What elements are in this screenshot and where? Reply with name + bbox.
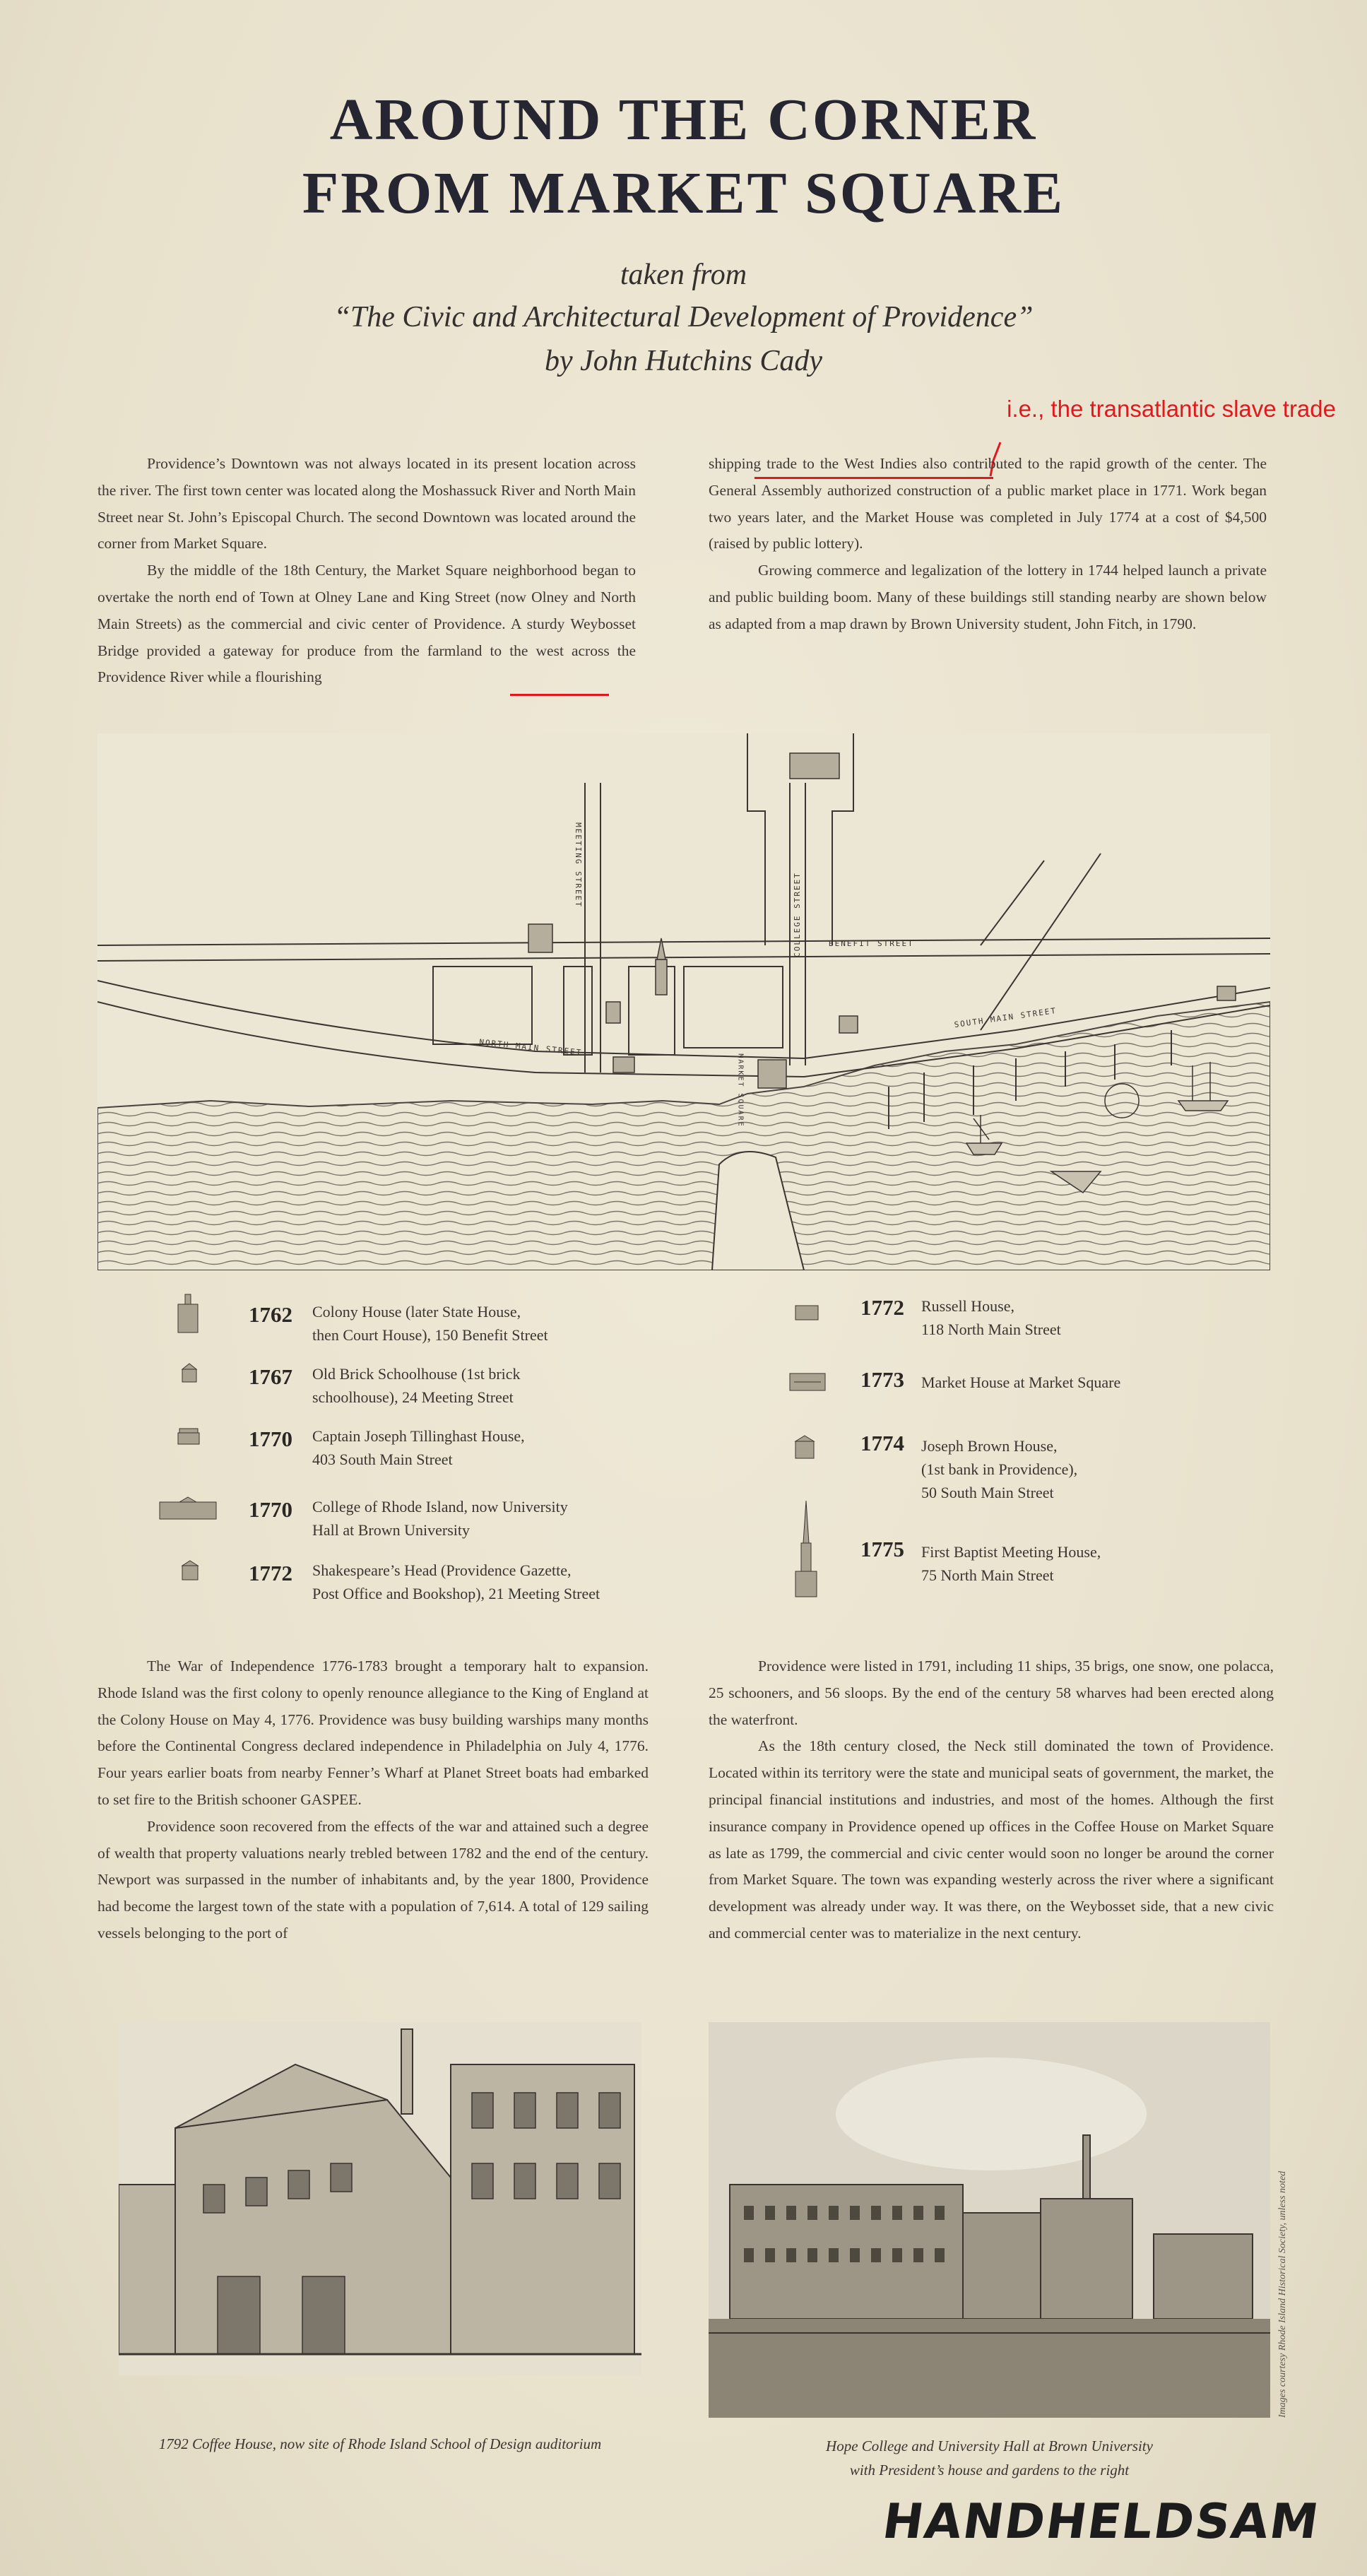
caption-coffee-house: 1792 Coffee House, now site of Rhode Island School of Design auditorium	[158, 2435, 602, 2452]
key-year: 1772	[860, 1295, 904, 1320]
map-label-north-main: NORTH MAIN STREET	[478, 1037, 583, 1058]
key-item	[162, 1559, 657, 1615]
map-drawing	[97, 733, 1270, 1270]
caption-university-hall	[709, 2434, 1270, 2482]
graffiti-signature: HANDHELDSAM	[879, 2494, 1323, 2550]
key-right	[784, 1295, 1279, 1611]
title-line-2: FROM MARKET SQUARE	[302, 160, 1065, 226]
subtitle-source: “The Civic and Architectural Development of Providence”	[333, 301, 1034, 333]
shakespeares-head-icon	[181, 1560, 199, 1581]
key-year: 1774	[860, 1431, 904, 1455]
intro-left-column	[97, 451, 636, 691]
key-year: 1775	[860, 1537, 904, 1561]
history-right-column	[709, 1653, 1274, 1947]
map-label-meeting: MEETING STREET	[573, 822, 583, 908]
key-item	[784, 1295, 1279, 1357]
history-right-paragraph-1: Providence were listed in 1791, including 11 ships, 35 brigs, one snow, one polacca, 25 schooners, and 56 sloops. By the end of the century 58 wharves had been erected along the waterfront.	[709, 1658, 1274, 1728]
key-desc-line: Market House at Market Square	[921, 1373, 1121, 1391]
key-desc-line: Hall at Brown University	[312, 1521, 471, 1539]
key-desc-line: (1st bank in Providence),	[921, 1460, 1078, 1478]
key-desc-line: Colony House (later State House,	[312, 1303, 521, 1321]
key-item	[784, 1431, 1279, 1512]
key-desc-line: then Court House), 150 Benefit Street	[312, 1326, 548, 1344]
subtitle-taken-from: taken from	[620, 259, 747, 291]
market-house-icon	[788, 1371, 827, 1392]
key-desc-line: Old Brick Schoolhouse (1st brick	[312, 1365, 521, 1383]
history-left-column	[97, 1653, 649, 1947]
key-desc-line: 403 South Main Street	[312, 1451, 453, 1468]
key-year: 1770	[249, 1426, 292, 1451]
colony-house-icon	[175, 1292, 201, 1334]
key-desc-line: Post Office and Bookshop), 21 Meeting Street	[312, 1585, 600, 1602]
key-item	[784, 1512, 1279, 1618]
map-label-college: COLLEGE STREET	[792, 872, 802, 957]
history-right-paragraph-2: As the 18th century closed, the Neck still dominated the town of Providence. Located within its territory were the state and municipal seats of government, the market, the principal financial institutions and industries, and most of the homes. Although the first insurance company in Providence opened up offices in the Coffee House on Market Square as late as 1799, the commercial and civic center would soon no longer be around the corner from Market Square. The town was expanding westerly across the river where a significant development was already under way. It was there, on the Weybosset side, that a new civic and commercial center was to materialize in the next century.	[709, 1737, 1274, 1942]
key-item	[162, 1362, 657, 1419]
map-label-benefit: BENEFIT STREET	[829, 939, 914, 948]
subtitle-author: by John Hutchins Cady	[544, 345, 823, 377]
key-desc-line: 75 North Main Street	[921, 1566, 1054, 1584]
title-line-1: AROUND THE CORNER	[329, 87, 1038, 153]
key-desc-line: schoolhouse), 24 Meeting Street	[312, 1388, 514, 1406]
key-year: 1773	[860, 1367, 904, 1392]
key-year: 1762	[249, 1302, 292, 1327]
russell-house-icon	[794, 1301, 819, 1321]
image-credit: Images courtesy Rhode Island Historical Society, unless noted	[1277, 2170, 1288, 2418]
red-annotation: i.e., the transatlantic slave trade	[1007, 396, 1336, 422]
key-item	[162, 1424, 657, 1481]
university-hall-illustration	[709, 2022, 1270, 2418]
university-hall-engraving	[709, 2022, 1270, 2418]
schoolhouse-icon	[181, 1362, 198, 1383]
coffee-house-illustration	[119, 2022, 641, 2375]
intro-right-paragraph-1: shipping trade to the West Indies also contributed to the rapid growth of the center. The General Assembly authorized construction of a public market place in 1771. Work began two years later, and the Market House was completed in July 1774 at a cost of $4,500 (raised by public lottery).	[709, 455, 1267, 553]
key-left	[162, 1300, 657, 1611]
intro-right-column	[709, 451, 1267, 638]
tillinghast-house-icon	[177, 1427, 201, 1446]
key-desc-line: Joseph Brown House,	[921, 1437, 1058, 1455]
caption-line-2: with President’s house and gardens to the right	[849, 2462, 1130, 2478]
intro-right-paragraph-2: Growing commerce and legalization of the lottery in 1744 helped launch a private and public building boom. Many of these buildings still standing nearby are shown below as adapted from a map drawn by Brown University student, John Fitch, in 1790.	[709, 562, 1267, 632]
university-hall-icon	[158, 1496, 218, 1520]
key-year: 1770	[249, 1497, 292, 1522]
key-desc-line: Shakespeare’s Head (Providence Gazette,	[312, 1561, 572, 1579]
fitch-1790-map	[97, 733, 1270, 1270]
key-year: 1767	[249, 1364, 292, 1389]
key-desc-line: College of Rhode Island, now University	[312, 1498, 568, 1516]
key-desc-line: Russell House,	[921, 1297, 1014, 1315]
key-item	[784, 1367, 1279, 1406]
intro-left-paragraph-2: By the middle of the 18th Century, the Market Square neighborhood began to overtake the north end of Town at Olney Lane and King Street (now Olney and North Main Streets) as the commercial and civic center of Providence. A sturdy Weybosset Bridge provided a gateway for produce from the farmland to the west across the Providence River while a flourishing	[97, 562, 636, 686]
history-left-paragraph-1: The War of Independence 1776-1783 brought a temporary halt to expansion. Rhode Island was the first colony to openly renounce allegiance to the King of England at the Colony House on May 4, 1776. Providence was busy building warships many months before the Continental Congress declared independence in Philadelphia on July 4, 1776. Four years earlier boats from nearby Fenner’s Wharf at Planet Street boats had embarked to set fire to the British schooner GASPEE.	[97, 1658, 649, 1808]
key-desc-line: First Baptist Meeting House,	[921, 1543, 1101, 1561]
key-desc-line: 50 South Main Street	[921, 1484, 1054, 1501]
coffee-house-engraving	[119, 2022, 641, 2375]
key-desc-line: Captain Joseph Tillinghast House,	[312, 1427, 525, 1445]
key-year: 1772	[249, 1561, 292, 1585]
map-label-south-main: SOUTH MAIN STREET	[953, 1005, 1058, 1030]
caption-line-1: Hope College and University Hall at Brown University	[826, 2438, 1153, 2454]
baptist-meeting-house-icon	[794, 1501, 818, 1600]
key-item	[162, 1300, 657, 1357]
joseph-brown-house-icon	[794, 1434, 815, 1460]
key-item	[162, 1495, 657, 1552]
map-label-market: MARKET SQUARE	[736, 1053, 745, 1128]
history-left-paragraph-2: Providence soon recovered from the effects of the war and attained such a degree of wealth that property valuations nearly trebled between 1782 and the end of the century. Newport was surpassed in the number of inhabitants and, by the year 1800, Providence had become the largest town of the state with a population of 7,614. A total of 129 sailing vessels belonging to the port of	[97, 1817, 649, 1942]
underline-flourishing	[510, 694, 609, 696]
intro-left-paragraph-1: Providence’s Downtown was not always located in its present location across the river. The first town center was located along the Moshassuck River and North Main Street near St. John’s Episcopal Church. The second Downtown was located around the corner from Market Square.	[97, 455, 636, 553]
key-desc-line: 118 North Main Street	[921, 1321, 1061, 1338]
